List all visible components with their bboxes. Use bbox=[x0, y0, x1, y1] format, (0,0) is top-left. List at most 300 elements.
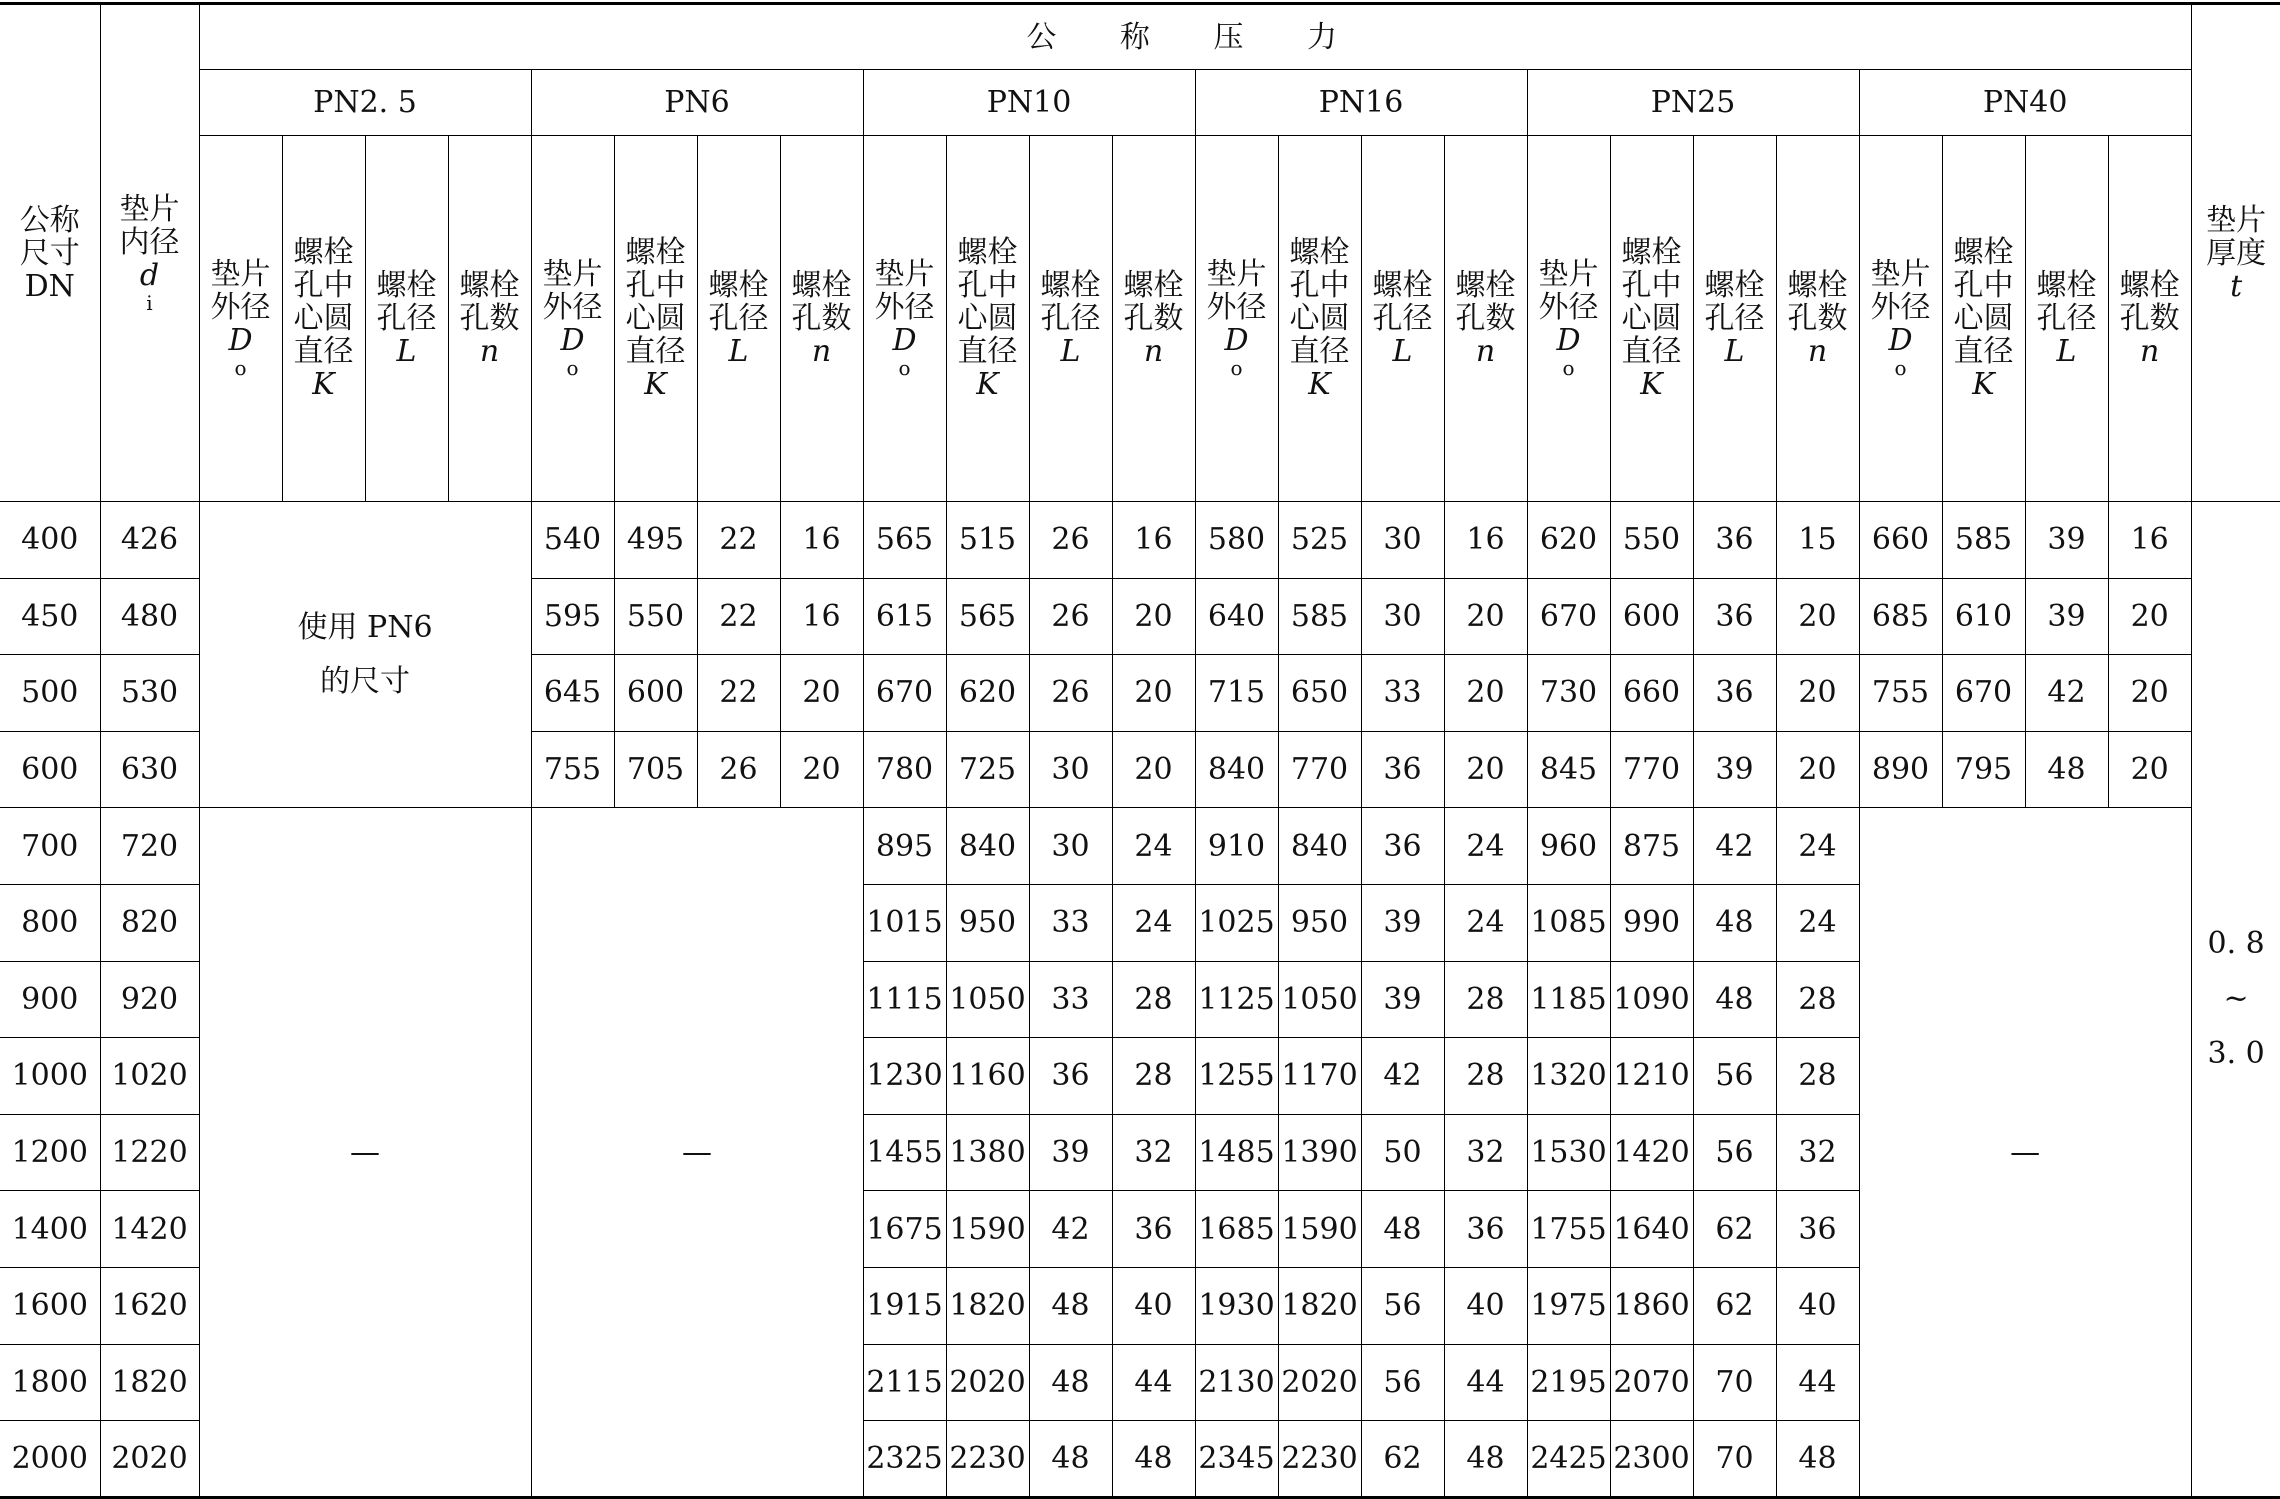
table-cell: 2195 bbox=[1527, 1344, 1610, 1421]
header-sub-do-symbol bbox=[200, 324, 282, 379]
table-cell: 56 bbox=[1693, 1038, 1776, 1115]
table-cell: 62 bbox=[1693, 1267, 1776, 1344]
pn25-note-line: 的尺寸 bbox=[320, 663, 410, 699]
header-sub-k-line: 直径 bbox=[1621, 334, 1682, 369]
table-cell: 22 bbox=[697, 502, 780, 579]
table-cell: 1320 bbox=[1527, 1038, 1610, 1115]
header-sub-n-symbol bbox=[1445, 335, 1527, 368]
table-cell: 48 bbox=[1444, 1421, 1527, 1498]
table-cell: 550 bbox=[614, 578, 697, 655]
header-sub-n-line: 孔数 bbox=[791, 301, 852, 336]
table-cell: 39 bbox=[2025, 578, 2108, 655]
table-cell: 48 bbox=[1776, 1421, 1859, 1498]
header-pressure-class bbox=[1195, 70, 1527, 136]
table-cell: 28 bbox=[1112, 1038, 1195, 1115]
table-cell: 2230 bbox=[1278, 1421, 1361, 1498]
header-sub-do-symbol-subscript: o bbox=[898, 356, 911, 380]
table-cell: 550 bbox=[1610, 502, 1693, 579]
header-t-line: 垫片 bbox=[2206, 202, 2267, 238]
table-cell: 1675 bbox=[863, 1191, 946, 1268]
table-cell: 16 bbox=[780, 502, 863, 579]
header-sub-do-line: 垫片 bbox=[874, 257, 935, 292]
header-sub-k-line: 心圆 bbox=[1621, 301, 1682, 336]
header-di-symbol bbox=[101, 259, 199, 314]
table-cell: 780 bbox=[863, 731, 946, 808]
header-sub-l-line: 孔径 bbox=[708, 301, 769, 336]
table-cell: 640 bbox=[1195, 578, 1278, 655]
table-row bbox=[0, 502, 2280, 579]
table-cell: 1160 bbox=[946, 1038, 1029, 1115]
header-sub-k-line: 直径 bbox=[625, 334, 686, 369]
header-sub-l bbox=[1693, 136, 1776, 502]
table-cell: 15 bbox=[1776, 502, 1859, 579]
header-pressure-class-label: PN10 bbox=[986, 85, 1072, 120]
table-cell: 580 bbox=[1195, 502, 1278, 579]
header-sub-do-symbol-letter: D bbox=[1888, 323, 1913, 358]
table-cell: 620 bbox=[1527, 502, 1610, 579]
header-sub-do bbox=[1527, 136, 1610, 502]
header-sub-do bbox=[1859, 136, 1942, 502]
table-cell: 2300 bbox=[1610, 1421, 1693, 1498]
table-cell: 495 bbox=[614, 502, 697, 579]
table-cell: 990 bbox=[1610, 884, 1693, 961]
table-cell: 1170 bbox=[1278, 1038, 1361, 1115]
table-cell: 630 bbox=[100, 731, 199, 808]
table-cell: 840 bbox=[946, 808, 1029, 885]
table-cell: 400 bbox=[0, 502, 100, 579]
table-cell: 1600 bbox=[0, 1267, 100, 1344]
table-cell: 1800 bbox=[0, 1344, 100, 1421]
table-cell: 28 bbox=[1112, 961, 1195, 1038]
header-sub-do-symbol-subscript: o bbox=[1230, 356, 1243, 380]
header-sub-do-symbol bbox=[1528, 324, 1610, 379]
header-sub-n-symbol bbox=[781, 335, 863, 368]
table-cell: 700 bbox=[0, 808, 100, 885]
table-cell: 910 bbox=[1195, 808, 1278, 885]
table-cell: 22 bbox=[697, 578, 780, 655]
table-cell: 48 bbox=[1029, 1267, 1112, 1344]
header-sub-k-symbol bbox=[1943, 368, 2025, 401]
header-sub-n-line: 孔数 bbox=[1787, 301, 1848, 336]
header-sub-k-line: 螺栓 bbox=[1953, 235, 2014, 270]
table-cell: 36 bbox=[1776, 1191, 1859, 1268]
header-sub-l-symbol-letter: L bbox=[2056, 334, 2077, 369]
table-cell: 39 bbox=[1361, 884, 1444, 961]
header-sub-do-symbol-letter: D bbox=[228, 323, 253, 358]
table-cell: 595 bbox=[531, 578, 614, 655]
header-sub-l-symbol-letter: L bbox=[1392, 334, 1413, 369]
table-cell: 1050 bbox=[946, 961, 1029, 1038]
header-sub-l-symbol bbox=[698, 335, 780, 368]
table-cell: 620 bbox=[946, 655, 1029, 732]
header-sub-do-symbol-subscript: o bbox=[566, 356, 579, 380]
header-sub-k-symbol bbox=[1611, 368, 1693, 401]
table-cell: 39 bbox=[2025, 502, 2108, 579]
table-cell: 20 bbox=[2108, 731, 2191, 808]
header-gasket-thickness bbox=[2191, 4, 2280, 502]
table-cell: 2345 bbox=[1195, 1421, 1278, 1498]
header-sub-k-symbol bbox=[615, 368, 697, 401]
table-cell: 650 bbox=[1278, 655, 1361, 732]
table-cell: 1210 bbox=[1610, 1038, 1693, 1115]
table-cell: 26 bbox=[1029, 655, 1112, 732]
table-cell: 36 bbox=[1693, 578, 1776, 655]
header-sub-do-line: 外径 bbox=[1206, 290, 1267, 325]
pn25-note-line: 使用 PN6 bbox=[297, 609, 433, 645]
table-cell: 565 bbox=[946, 578, 1029, 655]
header-sub-l-line: 孔径 bbox=[2036, 301, 2097, 336]
table-cell: 24 bbox=[1112, 808, 1195, 885]
header-sub-k-line: 孔中 bbox=[1289, 268, 1350, 303]
table-cell: 16 bbox=[1444, 502, 1527, 579]
table-cell: 715 bbox=[1195, 655, 1278, 732]
table-cell: 24 bbox=[1444, 808, 1527, 885]
header-pressure-class-label: PN16 bbox=[1318, 85, 1404, 120]
header-sub-n-line: 螺栓 bbox=[459, 268, 520, 303]
header-sub-do-symbol bbox=[1860, 324, 1942, 379]
header-sub-l-symbol bbox=[2026, 335, 2108, 368]
table-cell: 645 bbox=[531, 655, 614, 732]
header-sub-k-line: 心圆 bbox=[957, 301, 1018, 336]
header-sub-k-symbol bbox=[947, 368, 1029, 401]
header-sub-n-symbol bbox=[2109, 335, 2191, 368]
table-cell: 920 bbox=[100, 961, 199, 1038]
header-sub-l-line: 螺栓 bbox=[1704, 268, 1765, 303]
header-sub-n bbox=[780, 136, 863, 502]
header-sub-l-line: 螺栓 bbox=[2036, 268, 2097, 303]
table-cell: 770 bbox=[1278, 731, 1361, 808]
table-cell: 1015 bbox=[863, 884, 946, 961]
header-sub-k bbox=[1610, 136, 1693, 502]
header-sub-do-symbol-letter: D bbox=[892, 323, 917, 358]
header-sub-do bbox=[531, 136, 614, 502]
header-sub-k bbox=[946, 136, 1029, 502]
table-cell: 1755 bbox=[1527, 1191, 1610, 1268]
table-cell: 56 bbox=[1361, 1344, 1444, 1421]
table-cell: 2070 bbox=[1610, 1344, 1693, 1421]
table-cell: 600 bbox=[1610, 578, 1693, 655]
table-cell: 50 bbox=[1361, 1114, 1444, 1191]
header-sub-l-symbol-letter: L bbox=[396, 334, 417, 369]
table-cell: 900 bbox=[0, 961, 100, 1038]
table-cell: 2020 bbox=[946, 1344, 1029, 1421]
header-sub-l-line: 螺栓 bbox=[708, 268, 769, 303]
header-pressure-class bbox=[199, 70, 531, 136]
header-sub-do bbox=[199, 136, 282, 502]
table-cell: 725 bbox=[946, 731, 1029, 808]
header-sub-do-line: 外径 bbox=[210, 290, 271, 325]
header-sub-l bbox=[2025, 136, 2108, 502]
header-sub-k-line: 心圆 bbox=[1953, 301, 2014, 336]
table-cell: 48 bbox=[1693, 961, 1776, 1038]
table-cell: 820 bbox=[100, 884, 199, 961]
header-sub-do-symbol-letter: D bbox=[1556, 323, 1581, 358]
header-sub-do-line: 垫片 bbox=[1538, 257, 1599, 292]
table-cell: 36 bbox=[1029, 1038, 1112, 1115]
table-cell: 36 bbox=[1361, 808, 1444, 885]
header-sub-n-line: 孔数 bbox=[2119, 301, 2180, 336]
table-cell: 1200 bbox=[0, 1114, 100, 1191]
header-sub-k-line: 孔中 bbox=[1621, 268, 1682, 303]
table-cell: 1000 bbox=[0, 1038, 100, 1115]
table-cell: 1380 bbox=[946, 1114, 1029, 1191]
table-cell: 1020 bbox=[100, 1038, 199, 1115]
header-sub-n bbox=[1776, 136, 1859, 502]
table-cell: 1230 bbox=[863, 1038, 946, 1115]
header-sub-k-symbol-letter: K bbox=[644, 367, 667, 402]
header-sub-l-line: 螺栓 bbox=[376, 268, 437, 303]
header-sub-k-line: 心圆 bbox=[1289, 301, 1350, 336]
header-sub-do-line: 垫片 bbox=[1870, 257, 1931, 292]
header-sub-do-symbol-subscript: o bbox=[1562, 356, 1575, 380]
table-cell: 800 bbox=[0, 884, 100, 961]
header-sub-k-line: 螺栓 bbox=[293, 235, 354, 270]
header-sub-do-line: 垫片 bbox=[1206, 257, 1267, 292]
header-sub-n bbox=[1444, 136, 1527, 502]
table-cell: 30 bbox=[1361, 502, 1444, 579]
header-pressure-class-label: PN25 bbox=[1650, 85, 1736, 120]
table-cell: 26 bbox=[697, 731, 780, 808]
table-cell: 36 bbox=[1444, 1191, 1527, 1268]
table-cell: 20 bbox=[2108, 578, 2191, 655]
header-di-line: 内径 bbox=[119, 224, 180, 260]
header-sub-do-line: 外径 bbox=[542, 290, 603, 325]
header-sub-k bbox=[282, 136, 365, 502]
header-sub-do-line: 垫片 bbox=[542, 257, 603, 292]
table-cell: 22 bbox=[697, 655, 780, 732]
table-cell: 39 bbox=[1693, 731, 1776, 808]
header-sub-n bbox=[2108, 136, 2191, 502]
table-cell: 426 bbox=[100, 502, 199, 579]
table-cell: 500 bbox=[0, 655, 100, 732]
table-cell: 530 bbox=[100, 655, 199, 732]
header-sub-k-symbol-letter: K bbox=[1308, 367, 1331, 402]
header-sub-l-line: 孔径 bbox=[1372, 301, 1433, 336]
header-sub-n-line: 螺栓 bbox=[1787, 268, 1848, 303]
table-cell: 1820 bbox=[946, 1267, 1029, 1344]
table-cell: 1115 bbox=[863, 961, 946, 1038]
table-cell: 525 bbox=[1278, 502, 1361, 579]
table-cell: 36 bbox=[1361, 731, 1444, 808]
table-cell: 32 bbox=[1444, 1114, 1527, 1191]
table-cell: 515 bbox=[946, 502, 1029, 579]
header-pressure-class bbox=[531, 70, 863, 136]
table-cell: 615 bbox=[863, 578, 946, 655]
table-cell: 56 bbox=[1693, 1114, 1776, 1191]
header-sub-n-line: 螺栓 bbox=[1123, 268, 1184, 303]
table-cell: 40 bbox=[1776, 1267, 1859, 1344]
table-cell: 48 bbox=[1361, 1191, 1444, 1268]
table-cell: 36 bbox=[1693, 502, 1776, 579]
header-sub-k-line: 直径 bbox=[1289, 334, 1350, 369]
header-sub-k bbox=[1942, 136, 2025, 502]
table-cell: 20 bbox=[1112, 731, 1195, 808]
table-cell: 16 bbox=[780, 578, 863, 655]
header-sub-do-line: 外径 bbox=[1870, 290, 1931, 325]
table-cell: 1455 bbox=[863, 1114, 946, 1191]
table-cell: 1420 bbox=[100, 1191, 199, 1268]
header-sub-n-symbol bbox=[449, 335, 531, 368]
table-cell: 1025 bbox=[1195, 884, 1278, 961]
header-sub-l-symbol-letter: L bbox=[1060, 334, 1081, 369]
header-sub-k bbox=[614, 136, 697, 502]
table-cell: 1590 bbox=[1278, 1191, 1361, 1268]
header-nominal-size-dn bbox=[0, 4, 100, 502]
table-cell: 48 bbox=[1029, 1344, 1112, 1421]
table-cell: 600 bbox=[614, 655, 697, 732]
header-sub-n-line: 孔数 bbox=[1455, 301, 1516, 336]
table-cell: 2425 bbox=[1527, 1421, 1610, 1498]
header-sub-do bbox=[863, 136, 946, 502]
table-cell: 44 bbox=[1112, 1344, 1195, 1421]
header-sub-do-line: 外径 bbox=[1538, 290, 1599, 325]
header-di-line: 垫片 bbox=[119, 191, 180, 227]
header-sub-n-symbol bbox=[1777, 335, 1859, 368]
table-cell: 28 bbox=[1444, 961, 1527, 1038]
header-sub-l-symbol-letter: L bbox=[1724, 334, 1745, 369]
table-cell: 585 bbox=[1278, 578, 1361, 655]
table-cell: 26 bbox=[1029, 578, 1112, 655]
header-pressure-class-label: PN40 bbox=[1982, 85, 2068, 120]
header-sub-n-symbol-letter: n bbox=[2140, 334, 2160, 369]
table-cell: 20 bbox=[780, 731, 863, 808]
header-gasket-inner-diameter bbox=[100, 4, 199, 502]
table-cell: 1220 bbox=[100, 1114, 199, 1191]
header-t-line: 厚度 bbox=[2206, 235, 2267, 271]
header-sub-do-symbol-subscript: o bbox=[234, 356, 247, 380]
header-pressure-class-label: PN6 bbox=[664, 85, 730, 120]
table-cell: 1640 bbox=[1610, 1191, 1693, 1268]
table-cell: 56 bbox=[1361, 1267, 1444, 1344]
table-cell: 48 bbox=[1112, 1421, 1195, 1498]
table-cell: 44 bbox=[1444, 1344, 1527, 1421]
table-cell: 36 bbox=[1693, 655, 1776, 732]
table-cell: 30 bbox=[1361, 578, 1444, 655]
table-cell: 48 bbox=[2025, 731, 2108, 808]
table-cell: 795 bbox=[1942, 731, 2025, 808]
header-pressure-class bbox=[863, 70, 1195, 136]
table-cell: 1820 bbox=[1278, 1267, 1361, 1344]
header-row-sub-columns bbox=[0, 136, 2280, 502]
header-sub-n bbox=[448, 136, 531, 502]
table-cell: 840 bbox=[1195, 731, 1278, 808]
table-cell: 26 bbox=[1029, 502, 1112, 579]
table-cell: 1685 bbox=[1195, 1191, 1278, 1268]
header-sub-do-symbol-letter: D bbox=[1224, 323, 1249, 358]
table-cell: 48 bbox=[1693, 884, 1776, 961]
table-cell: 480 bbox=[100, 578, 199, 655]
table-cell: 845 bbox=[1527, 731, 1610, 808]
header-pressure-class-label: PN2. 5 bbox=[313, 85, 417, 120]
header-sub-do-symbol bbox=[532, 324, 614, 379]
header-sub-do-symbol bbox=[864, 324, 946, 379]
header-sub-k bbox=[1278, 136, 1361, 502]
table-cell: 895 bbox=[863, 808, 946, 885]
header-sub-do-line: 垫片 bbox=[210, 257, 271, 292]
table-cell: 1975 bbox=[1527, 1267, 1610, 1344]
table-cell: 450 bbox=[0, 578, 100, 655]
table-cell: 24 bbox=[1776, 808, 1859, 885]
header-sub-k-symbol-letter: K bbox=[1972, 367, 1995, 402]
header-pressure-class bbox=[1527, 70, 1859, 136]
table-cell: 1050 bbox=[1278, 961, 1361, 1038]
table-cell: 30 bbox=[1029, 731, 1112, 808]
header-sub-l bbox=[365, 136, 448, 502]
table-cell: 20 bbox=[1776, 655, 1859, 732]
pn40-not-applicable-dash: — bbox=[1859, 808, 2191, 1497]
header-sub-k-symbol bbox=[283, 368, 365, 401]
table-cell: 28 bbox=[1776, 961, 1859, 1038]
header-sub-l bbox=[1361, 136, 1444, 502]
table-cell: 685 bbox=[1859, 578, 1942, 655]
table-cell: 755 bbox=[531, 731, 614, 808]
header-sub-k-line: 螺栓 bbox=[1621, 235, 1682, 270]
table-cell: 33 bbox=[1361, 655, 1444, 732]
table-cell: 16 bbox=[1112, 502, 1195, 579]
table-cell: 16 bbox=[2108, 502, 2191, 579]
header-sub-l bbox=[697, 136, 780, 502]
table-cell: 30 bbox=[1029, 808, 1112, 885]
header-sub-k-line: 螺栓 bbox=[1289, 235, 1350, 270]
table-cell: 2020 bbox=[100, 1421, 199, 1498]
table-cell: 660 bbox=[1610, 655, 1693, 732]
table-cell: 1930 bbox=[1195, 1267, 1278, 1344]
table-cell: 20 bbox=[1776, 578, 1859, 655]
table-cell: 670 bbox=[1942, 655, 2025, 732]
header-sub-n-symbol-letter: n bbox=[1143, 334, 1164, 369]
header-sub-l-line: 孔径 bbox=[1704, 301, 1765, 336]
table-cell: 1420 bbox=[1610, 1114, 1693, 1191]
table-cell: 62 bbox=[1361, 1421, 1444, 1498]
table-cell: 660 bbox=[1859, 502, 1942, 579]
table-cell: 20 bbox=[1444, 655, 1527, 732]
table-cell: 70 bbox=[1693, 1344, 1776, 1421]
table-cell: 44 bbox=[1776, 1344, 1859, 1421]
table-cell: 28 bbox=[1776, 1038, 1859, 1115]
table-cell: 2130 bbox=[1195, 1344, 1278, 1421]
header-sub-k-line: 直径 bbox=[1953, 334, 2014, 369]
header-sub-n bbox=[1112, 136, 1195, 502]
table-cell: 39 bbox=[1029, 1114, 1112, 1191]
table-cell: 1125 bbox=[1195, 961, 1278, 1038]
header-nominal-pressure-label: 公 称 压 力 bbox=[1026, 19, 1364, 55]
header-sub-n-symbol-letter: n bbox=[811, 334, 832, 369]
table-cell: 720 bbox=[100, 808, 199, 885]
table-cell: 960 bbox=[1527, 808, 1610, 885]
header-sub-l-line: 螺栓 bbox=[1372, 268, 1433, 303]
table-cell: 1400 bbox=[0, 1191, 100, 1268]
header-sub-do-symbol-subscript: o bbox=[1894, 356, 1907, 380]
table-cell: 1820 bbox=[100, 1344, 199, 1421]
table-cell: 36 bbox=[1112, 1191, 1195, 1268]
table-cell: 33 bbox=[1029, 884, 1112, 961]
table-row bbox=[0, 808, 2280, 885]
table-cell: 40 bbox=[1444, 1267, 1527, 1344]
header-dn-line: DN bbox=[24, 268, 75, 304]
table-cell: 890 bbox=[1859, 731, 1942, 808]
header-sub-l bbox=[1029, 136, 1112, 502]
table-cell: 32 bbox=[1776, 1114, 1859, 1191]
table-cell: 42 bbox=[2025, 655, 2108, 732]
table-cell: 1590 bbox=[946, 1191, 1029, 1268]
table-cell: 40 bbox=[1112, 1267, 1195, 1344]
header-sub-l-symbol bbox=[366, 335, 448, 368]
pn6-not-applicable-dash: — bbox=[531, 808, 863, 1497]
header-sub-k-line: 孔中 bbox=[293, 268, 354, 303]
table-cell: 20 bbox=[780, 655, 863, 732]
table-cell: 1530 bbox=[1527, 1114, 1610, 1191]
header-sub-k-line: 孔中 bbox=[625, 268, 686, 303]
